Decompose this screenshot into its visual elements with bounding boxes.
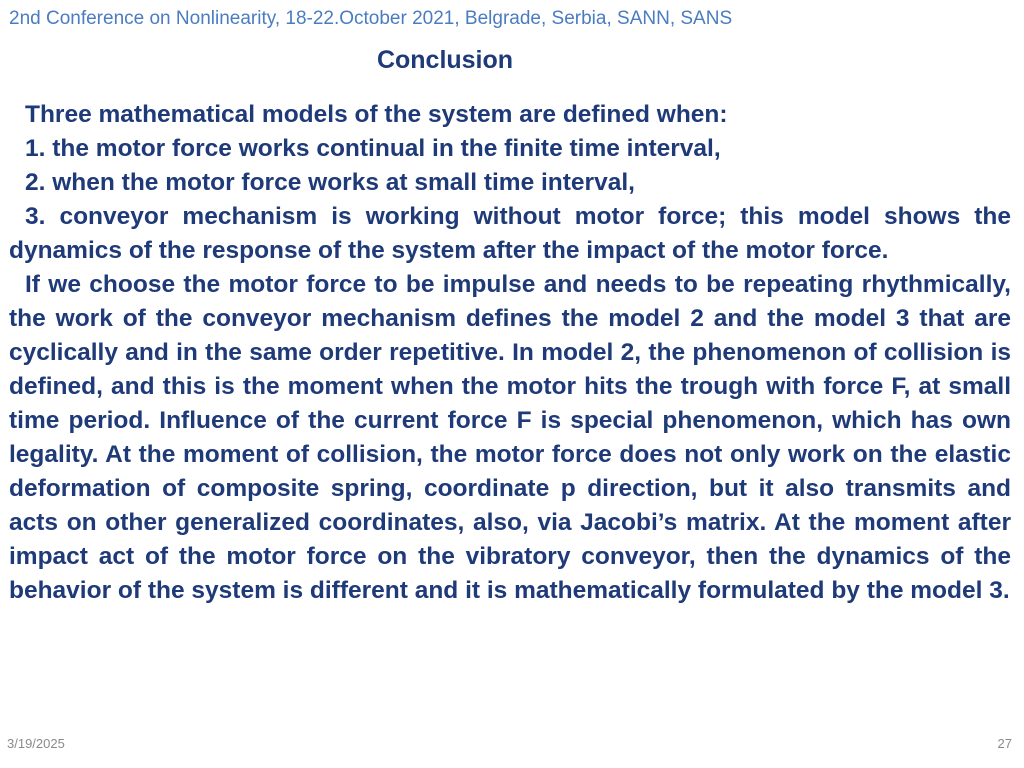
slide-body	[9, 98, 1011, 608]
list-item-model-3: 3. conveyor mechanism is working without motor force; this model shows the dynamics of the response of the system after the impact of the motor force.	[9, 203, 1011, 264]
conference-header: 2nd Conference on Nonlinearity, 18-22.October 2021, Belgrade, Serbia, SANN, SANS	[9, 8, 733, 29]
list-item-model-2: 2. when the motor force works at small time interval,	[25, 169, 635, 196]
list-item-model-1: 1. the motor force works continual in the finite time interval,	[25, 135, 721, 162]
footer-date: 3/19/2025	[7, 736, 65, 751]
paragraph-impulse: If we choose the motor force to be impulse and needs to be repeating rhythmically, the work of the conveyor mechanism defines the model 2 and the model 3 that are cyclically and in the same order repetitive. In model 2, the phenomenon of collision is defined, and this is the moment when the motor hits the trough with force F, at small time period. Influence of the current force F is special phenomenon, which has own legality. At the moment of collision, the motor force does not only work on the elastic deformation of composite spring, coordinate p direction, but it also transmits and acts on other generalized coordinates, also, via Jacobi’s matrix. At the moment after impact act of the motor force on the vibratory conveyor, then the dynamics of the behavior of the system is different and it is mathematically formulated by the model 3.	[9, 271, 1011, 604]
paragraph-intro: Three mathematical models of the system are defined when:	[25, 101, 728, 128]
slide-title: Conclusion	[376, 46, 514, 74]
page-number: 27	[997, 736, 1012, 751]
